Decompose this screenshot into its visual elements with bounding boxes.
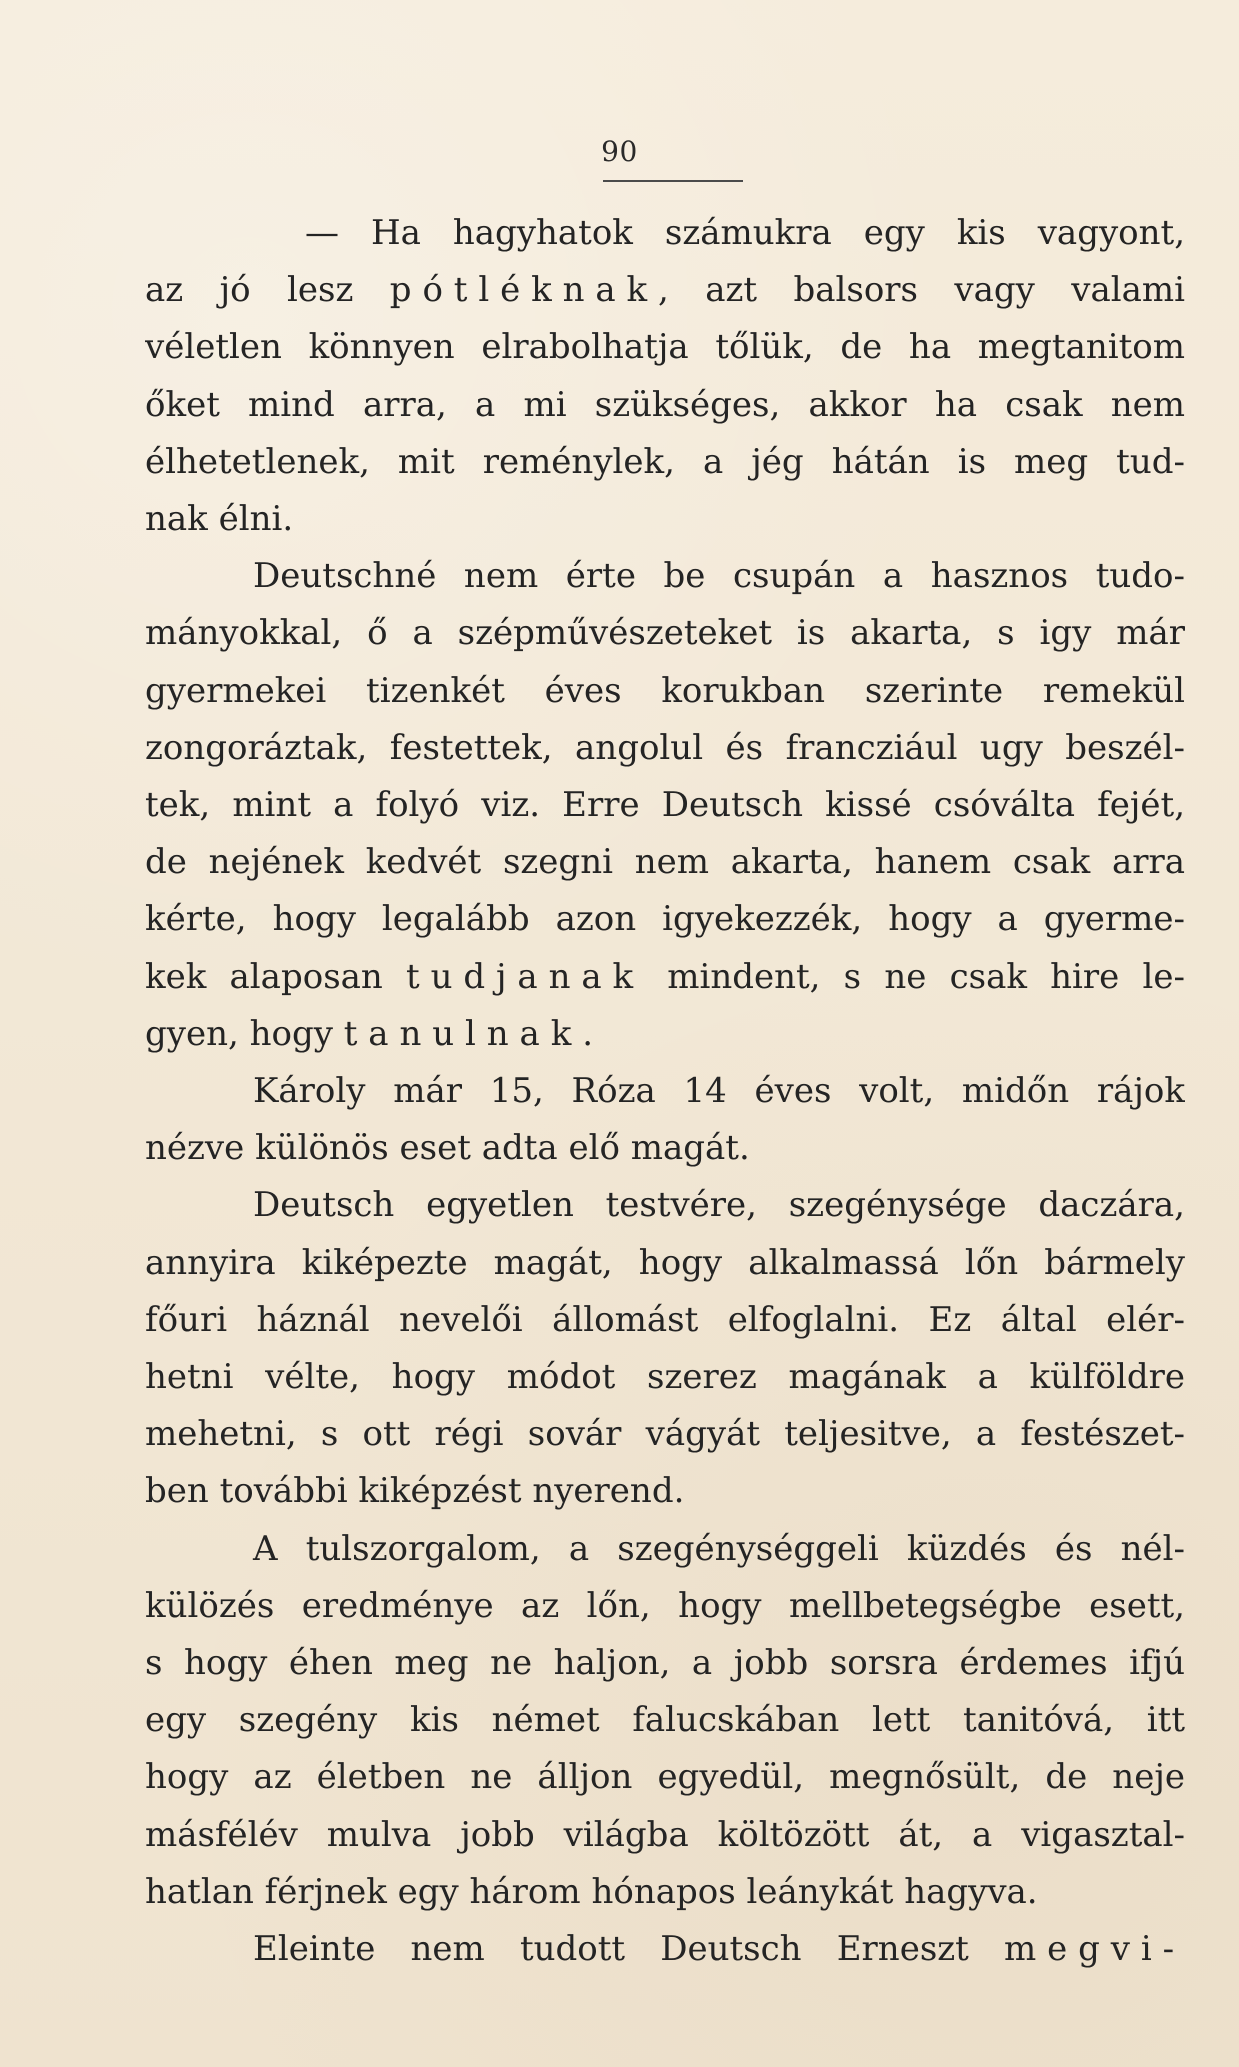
line-segment: gyen, hogy (145, 1013, 344, 1054)
line-segment: . (582, 1013, 593, 1054)
text-line: külözés eredménye az lőn, hogy mellbetegségbe esett, (145, 1585, 1185, 1626)
text-line: egy szegény kis német falucskában lett tanitóvá, itt (145, 1700, 1185, 1741)
text-line: annyira kiképezte magát, hogy alkalmassá lőn bármely (145, 1242, 1185, 1283)
text-line: Deutsch egyetlen testvére, szegénysége daczára, (253, 1185, 1185, 1226)
text-line: nak élni. (145, 499, 294, 540)
text-line (145, 1006, 1185, 1063)
text-line: A tulszorgalom, a szegénységgeli küzdés és nél- (253, 1528, 1185, 1569)
text-line: hetni vélte, hogy módot szerez magának a külföldre (145, 1357, 1185, 1398)
text-line: véletlen könnyen elrabolhatja tőlük, de ha megtanitom (145, 327, 1185, 368)
text-line: — Ha hagyhatok számukra egy kis vagyont, (305, 213, 1185, 253)
text-line: főuri háznál nevelői állomást elfoglalni. Ez által elér- (145, 1299, 1185, 1340)
text-line (145, 262, 1185, 319)
text-line: hogy az életben ne álljon egyedül, megnősült, de neje (145, 1757, 1185, 1798)
text-line: hatlan férjnek egy három hónapos leánykát hagyva. (145, 1871, 1038, 1912)
text-line: tek, mint a folyó viz. Erre Deutsch kissé csóválta fejét, (145, 785, 1185, 826)
text-line: őket mind arra, a mi szükséges, akkor ha csak nem (145, 384, 1185, 425)
text-line: Deutschné nem érte be csupán a hasznos tudo- (253, 556, 1185, 597)
spaced-word: tanulnak (343, 1013, 583, 1054)
line-segment: mindent, s ne csak hire le- (643, 956, 1185, 997)
text-line: másfélév mulva jobb világba költözött át, a vigasztal- (145, 1814, 1185, 1855)
text-line: gyermekei tizenkét éves korukban szerinte remekül (145, 670, 1185, 711)
spaced-word: megvi- (1004, 1929, 1185, 1970)
text-line: Károly már 15, Róza 14 éves volt, midőn rájok (253, 1071, 1185, 1112)
text-line: mehetni, s ott régi sovár vágyát teljesitve, a festészet- (145, 1414, 1185, 1455)
text-line: nézve különös eset adta elő magát. (145, 1128, 750, 1169)
text-line (145, 949, 1185, 1006)
line-segment: Eleinte nem tudott Deutsch Erneszt (253, 1929, 1005, 1970)
line-segment: az jó lesz (145, 270, 390, 311)
text-line: kérte, hogy legalább azon igyekezzék, hogy a gyerme- (145, 899, 1185, 940)
header-rule (603, 180, 743, 182)
text-line: de nejének kedvét szegni nem akarta, hanem csak arra (145, 842, 1185, 883)
text-line (145, 1921, 1185, 1978)
text-line: s hogy éhen meg ne haljon, a jobb sorsra érdemes ifjú (145, 1643, 1185, 1684)
spaced-word: tudjanak (406, 956, 644, 997)
text-line: élhetetlenek, mit reménylek, a jég hátán is meg tud- (145, 441, 1185, 482)
spaced-word: pótléknak (389, 270, 658, 311)
text-line: zongoráztak, festettek, angolul és francziául ugy beszél- (145, 727, 1185, 768)
line-segment: , azt balsors vagy valami (657, 270, 1185, 311)
text-line: ben további kiképzést nyerend. (145, 1471, 685, 1512)
page-number: 90 (601, 135, 638, 168)
line-segment: kek alaposan (145, 956, 407, 997)
body-text (145, 205, 1185, 1978)
text-line: mányokkal, ő a szépművészeteket is akarta, s igy már (145, 613, 1185, 654)
